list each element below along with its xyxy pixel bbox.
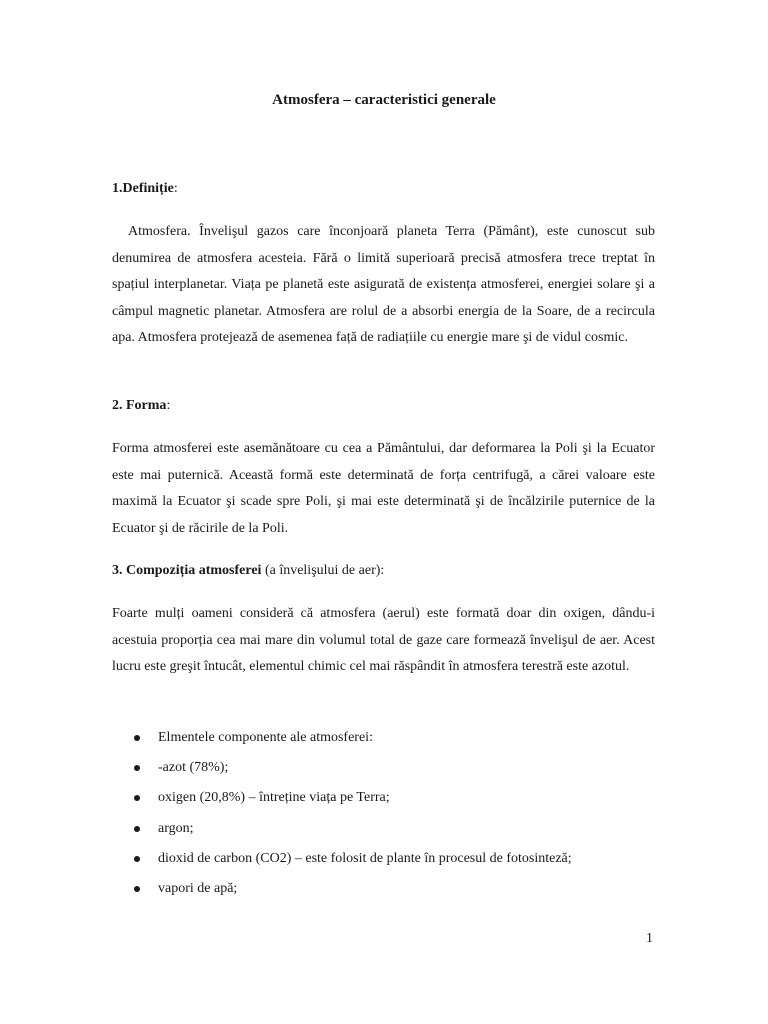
bullet-icon bbox=[134, 765, 140, 771]
page-number: 1 bbox=[646, 931, 653, 946]
list-item-text: Elmentele componente ale atmosferei: bbox=[158, 730, 373, 745]
list-item bbox=[112, 848, 572, 878]
bullet-icon bbox=[134, 795, 140, 801]
list-item bbox=[112, 727, 572, 757]
list-item bbox=[112, 757, 572, 787]
section-heading-definitie bbox=[112, 181, 178, 197]
bullet-icon bbox=[134, 735, 140, 741]
list-item-text: vapori de apă; bbox=[158, 880, 238, 896]
section-heading-suffix: (a învelişului de aer): bbox=[261, 563, 385, 578]
document-title: Atmosfera – caracteristici generale bbox=[272, 92, 496, 108]
bullet-icon bbox=[134, 856, 140, 862]
bullet-icon bbox=[134, 886, 140, 892]
section-heading-text: 3. Compoziția atmosferei bbox=[112, 563, 262, 578]
section-heading-forma bbox=[112, 398, 170, 414]
list-item bbox=[112, 878, 572, 908]
paragraph-compozitia: Foarte mulți oameni consideră că atmosfera (aerul) este formată doar din oxigen, dându-i acestuia proporția cea mai mare din volumul total de gaze care formează învelişul de aer. Acest lucru este greşit întucât, elementul chimic cel mai răspândit în atmosfera terestră este azotul. bbox=[112, 606, 655, 674]
components-list bbox=[112, 727, 572, 908]
list-item-text: -azot (78%); bbox=[158, 760, 229, 776]
section-heading-suffix: : bbox=[166, 398, 171, 413]
section-heading-text: 2. Forma bbox=[112, 398, 167, 413]
paragraph-forma: Forma atmosferei este asemănătoare cu cea a Pământului, dar deformarea la Poli şi la Ecuator este mai puternică. Această formă este determinată de forța centrifugă, a cărei valoare este maximă la Ecuator şi scade spre Poli, şi mai este determinată şi de încălzirile puternice de la Ecuator şi de răcirile de la Poli. bbox=[112, 441, 655, 536]
section-heading-compozitia bbox=[112, 563, 384, 579]
paragraph-definitie: Atmosfera. Învelişul gazos care înconjoară planeta Terra (Pământ), este cunoscut sub denumirea de atmosfera acesteia. Fără o limită superioară precisă atmosfera trece treptat în spațiul interplanetar. Viața pe planetă este asigurată de existența atmosferei, energiei solare şi a câmpul magnetic planetar. Atmosfera are rolul de a absorbi energia de la Soare, de a recircula apa. Atmosfera protejează de asemenea față de radiațiile cu energie mare şi de vidul cosmic. bbox=[112, 224, 655, 345]
list-item-text: oxigen (20,8%) – întreține viața pe Terra; bbox=[158, 790, 390, 806]
list-item bbox=[112, 787, 572, 817]
section-heading-suffix: : bbox=[173, 181, 178, 196]
bullet-icon bbox=[134, 826, 140, 832]
list-item-text: dioxid de carbon (CO2) – este folosit de plante în procesul de fotosinteză; bbox=[158, 850, 572, 866]
section-heading-text: 1.Definiție bbox=[112, 181, 174, 196]
list-item bbox=[112, 818, 572, 848]
list-item-text: argon; bbox=[158, 820, 194, 836]
